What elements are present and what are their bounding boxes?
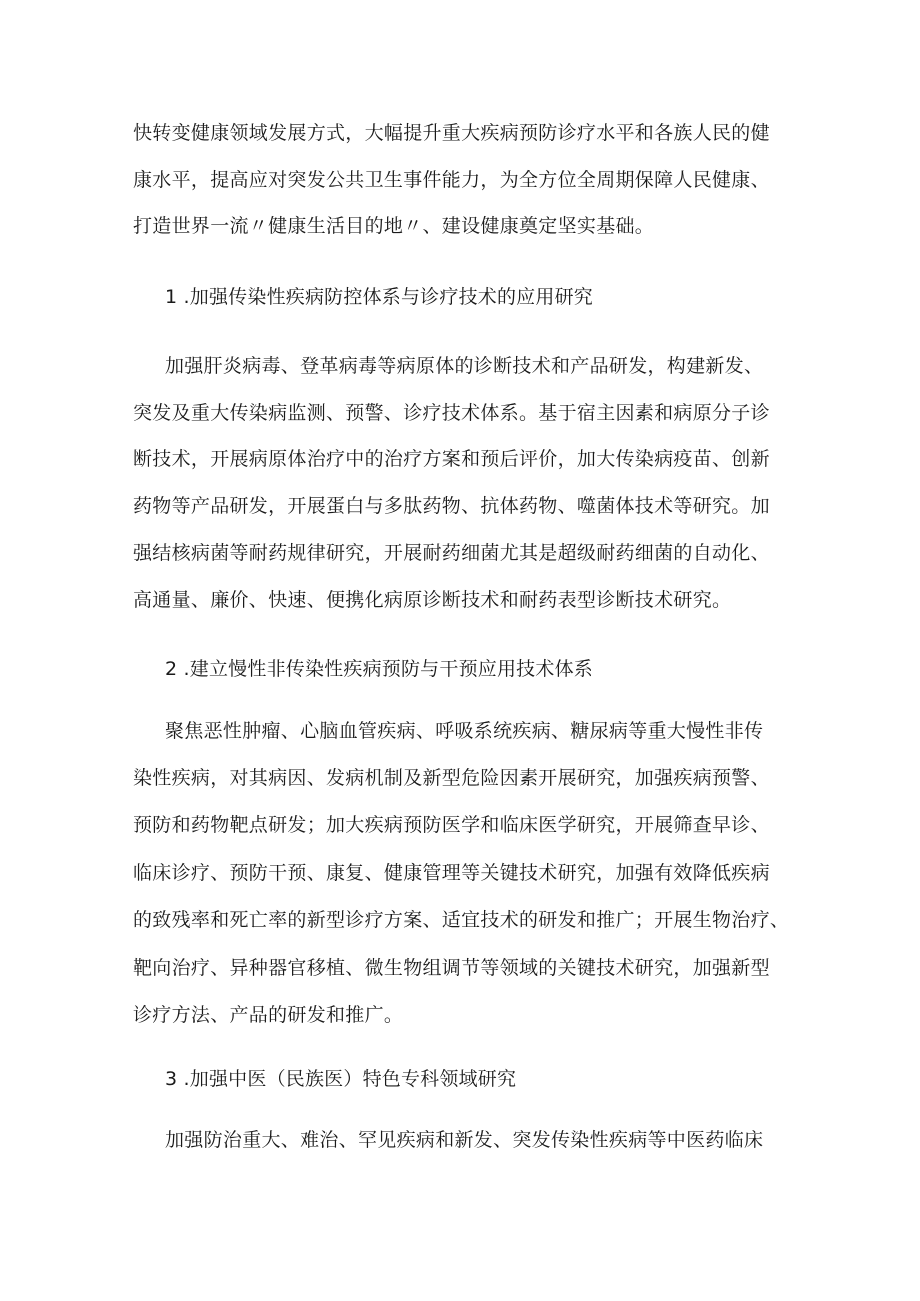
section-2-line-5: 的致残率和死亡率的新型诊疗方案、适宜技术的研发和推广；开展生物治疗、 [133, 909, 790, 931]
section-1-line-4: 药物等产品研发，开展蛋白与多肽药物、抗体药物、噬菌体技术等研究。加 [133, 495, 770, 517]
section-1-line-6: 高通量、廉价、快速、便携化病原诊断技术和耐药表型诊断技术研究。 [133, 589, 732, 611]
intro-line-1: 快转变健康领域发展方式，大幅提升重大疾病预防诊疗水平和各族人民的健 [133, 122, 770, 144]
intro-line-2: 康水平，提高应对突发公共卫生事件能力，为全方位全周期保障人民健康、 [133, 169, 770, 191]
section-1-line-5: 强结核病菌等耐药规律研究，开展耐药细菌尤其是超级耐药细菌的自动化、 [133, 542, 770, 564]
intro-line-3: 打造世界一流〃健康生活目的地〃、建设健康奠定坚实基础。 [133, 215, 655, 237]
section-2-heading: 2 .建立慢性非传染性疾病预防与干预应用技术体系 [165, 658, 593, 680]
section-2-line-2: 染性疾病，对其病因、发病机制及新型危险因素开展研究，加强疾病预警、 [133, 767, 770, 789]
section-2-line-4: 临床诊疗、预防干预、康复、健康管理等关键技术研究，加强有效降低疾病 [133, 862, 770, 884]
section-2-line-3: 预防和药物靶点研发；加大疾病预防医学和临床医学研究，开展筛查早诊、 [133, 814, 770, 836]
section-1-heading: 1 .加强传染性疾病防控体系与诊疗技术的应用研究 [165, 286, 593, 308]
section-1-line-2: 突发及重大传染病监测、预警、诊疗技术体系。基于宿主因素和病原分子诊 [133, 402, 770, 424]
section-2-line-1: 聚焦恶性肿瘤、心脑血管疾病、呼吸系统疾病、糖尿病等重大慢性非传 [165, 720, 764, 742]
section-3-heading: 3 .加强中医（民族医）特色专科领域研究 [165, 1068, 517, 1090]
section-2-line-6: 靶向治疗、异种器官移植、微生物组调节等领域的关键技术研究，加强新型 [133, 957, 770, 979]
section-2-line-7: 诊疗方法、产品的研发和推广。 [133, 1004, 404, 1026]
section-1-line-1: 加强肝炎病毒、登革病毒等病原体的诊断技术和产品研发，构建新发、 [165, 355, 764, 377]
section-1-line-3: 断技术，开展病原体治疗中的治疗方案和预后评价，加大传染病疫苗、创新 [133, 448, 770, 470]
section-3-line-1: 加强防治重大、难治、罕见疾病和新发、突发传染性疾病等中医药临床 [165, 1129, 764, 1151]
